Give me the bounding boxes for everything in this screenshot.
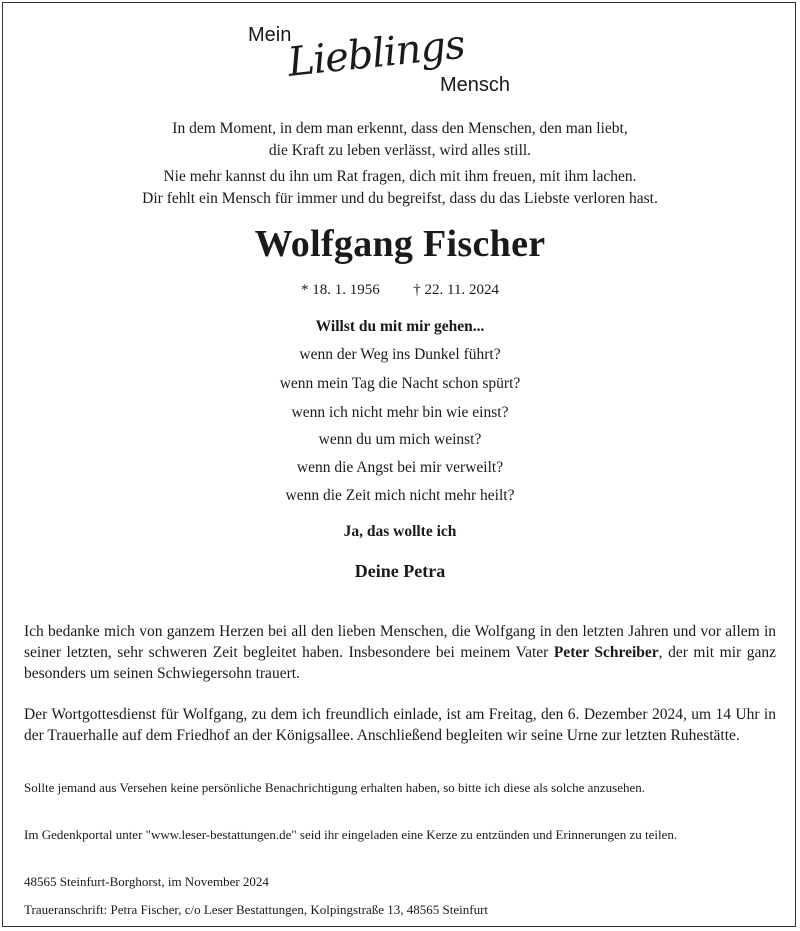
logo-lieblings: Lieblings [285, 21, 467, 86]
thanks-paragraph: Ich bedanke mich von ganzem Herzen bei all den lieben Menschen, die Wolfgang in den letzten Jahren und vor allem in seiner letzten, sehr schweren Zeit begleitet haben. Insbesondere bei meinem Vater Peter Schreiber, der mit mir ganz besonders um seinen Schwiegersohn trauert. [24, 623, 776, 682]
life-dates [0, 282, 800, 299]
poem-line: wenn die Zeit mich nicht mehr heilt? [285, 487, 515, 504]
place-date: 48565 Steinfurt-Borghorst, im November 2024 [24, 874, 269, 889]
notification-notice: Sollte jemand aus Versehen keine persönliche Benachrichtigung erhalten haben, so bitte ich diese als solche anzusehen. [24, 780, 646, 795]
logo-mensch: Mensch [440, 74, 511, 96]
service-paragraph: Der Wortgottesdienst für Wolfgang, zu dem ich freundlich einlade, ist am Freitag, den 6. Dezember 2024, um 14 Uhr in der Trauerhalle auf dem Friedhof an der Königsallee. Anschließend begleiten wir seine Urne zur letzten Ruhestätte. [24, 706, 776, 744]
poem-line: wenn mein Tag die Nacht schon spürt? [279, 375, 521, 392]
poem-line: wenn ich nicht mehr bin wie einst? [291, 404, 509, 421]
birth-date: * 18. 1. 1956 [301, 282, 380, 298]
logo [248, 22, 548, 102]
signature: Deine Petra [354, 561, 446, 581]
poem-heading: Willst du mit mir gehen... [315, 318, 485, 335]
poem-line: wenn die Angst bei mir verweilt? [296, 459, 504, 476]
poem-answer: Ja, das wollte ich [343, 523, 457, 540]
quote-stanza-2: Nie mehr kannst du ihn um Rat fragen, dich mit ihm freuen, mit ihm lachen. Dir fehlt ein Mensch für immer und du begreifst, dass du das Liebste verloren hast. [142, 168, 658, 207]
death-date: † 22. 11. 2024 [413, 282, 499, 298]
poem-line: wenn du um mich weinst? [318, 431, 482, 448]
deceased-name: Wolfgang Fischer [254, 223, 546, 265]
quote-stanza-1: In dem Moment, in dem man erkennt, dass den Menschen, den man liebt, die Kraft zu leben verlässt, wird alles still. [172, 120, 628, 159]
mourning-address: Traueranschrift: Petra Fischer, c/o Leser Bestattungen, Kolpingstraße 13, 48565 Steinfurt [24, 902, 489, 917]
portal-notice: Im Gedenkportal unter "www.leser-bestattungen.de" seid ihr eingeladen eine Kerze zu entzünden und Erinnerungen zu teilen. [24, 827, 678, 842]
father-name: Peter Schreiber [553, 644, 659, 661]
logo-mein: Mein [248, 24, 292, 46]
poem-line: wenn der Weg ins Dunkel führt? [299, 346, 501, 363]
